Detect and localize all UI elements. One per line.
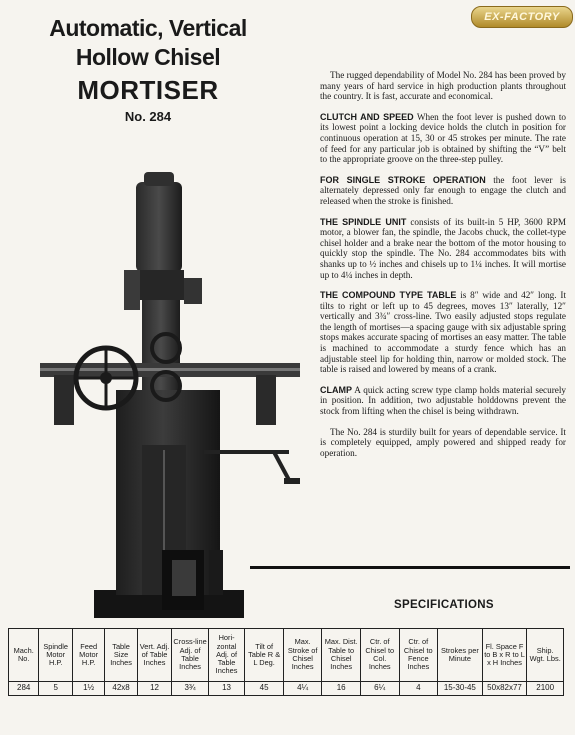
header-cell: Spindle Motor H.P. (39, 629, 72, 682)
section-text: the foot lever is alternately depressed only far enough to engage the clutch and released when the stroke is finished. (320, 174, 566, 206)
header-cell: Ctr. of Chisel to Col. Inches (360, 629, 399, 682)
table-header-row (9, 629, 564, 682)
table-cell: 13 (208, 682, 245, 696)
header-cell: Feed Motor H.P. (72, 629, 104, 682)
section-text: When the foot lever is pushed down to its lowest point a locking device holds the clutch in position for continuous operation at 15, 30 or 45 strokes per minute. The rate of feed for any particular job is obtained by shifting the “V” belt to the appropriate groove on the three-step pulley. (320, 111, 566, 165)
table-cell: 4 (399, 682, 438, 696)
section-divider (250, 566, 570, 569)
intro-paragraph: The rugged dependability of Model No. 284 has been proved by many years of hard service in high production plants throughout the country. It is fast, accurate and economical. (320, 70, 567, 102)
header-cell: Cross-line Adj. of Table Inches (172, 629, 209, 682)
header-cell: Strokes per Minute (438, 629, 483, 682)
mortiser-machine-photo (34, 170, 304, 620)
header-cell: Vert. Adj. of Table Inches (137, 629, 171, 682)
table-cell: 1½ (72, 682, 104, 696)
section-text: A quick acting screw type clamp holds material securely in position. In addition, two adjustable holddowns prevent the stock from lifting when the chisel is being withdrawn. (320, 384, 566, 417)
table-cell: 45 (245, 682, 284, 696)
closing-paragraph: The No. 284 is sturdily built for years of dependable service. It is completely equipped, amply powered and shipped ready for operation. (320, 426, 566, 458)
header-cell: Mach. No. (9, 629, 39, 682)
specifications-title: SPECIFICATIONS (394, 599, 494, 611)
specifications-table (8, 628, 564, 696)
title-line-2: Hollow Chisel (75, 44, 221, 70)
title-mortiser: MORTISER (77, 75, 219, 105)
table-cell: 16 (322, 682, 361, 696)
section-single-stroke (320, 175, 566, 207)
section-compound-table (320, 290, 566, 375)
description-column (320, 70, 566, 468)
section-clamp (320, 385, 566, 417)
table-cell: 5 (39, 682, 72, 696)
header-cell: Hori-zontal Adj. of Table Inches (208, 629, 245, 682)
section-text: is 8″ wide and 42″ long. It tilts to right or left up to 45 degrees, moves 13″ laterally, 12″ vertically and 3¾″ cross-line. Two easily adjusted stops regulate the length of mortises—a spacing gauge with six adjustable spring stops makes accurate spacing of mortises an easy matter. The table is machined to accommodate a sturdy fence which has an adjustable steel lip for holding thin, narrow or molded stock. The table is raised and lowered by means of a crank. (320, 290, 566, 375)
header-cell: Max. Dist. Table to Chisel Inches (322, 629, 361, 682)
section-heading: THE SPINDLE UNIT (320, 216, 407, 227)
header-cell: Tilt of Table R & L Deg. (245, 629, 284, 682)
section-heading: CLAMP (320, 384, 352, 395)
table-cell: 3¾ (172, 682, 209, 696)
table-cell: 4¼ (283, 682, 322, 696)
model-number: No. 284 (124, 109, 172, 124)
table-cell: 50x82x77 (482, 682, 527, 696)
ex-factory-logo: EX-FACTORY (471, 6, 573, 28)
table-cell: 6¼ (360, 682, 399, 696)
section-clutch-speed (320, 112, 566, 165)
table-row (9, 682, 564, 696)
section-heading: FOR SINGLE STROKE OPERATION (320, 174, 486, 185)
header-cell: Max. Stroke of Chisel Inches (283, 629, 322, 682)
section-heading: THE COMPOUND TYPE TABLE (320, 290, 457, 301)
section-spindle-unit (320, 217, 566, 281)
header-cell: Ctr. of Chisel to Fence Inches (399, 629, 438, 682)
header-cell: Ship. Wgt. Lbs. (527, 629, 564, 682)
title-line-1: Automatic, Vertical (49, 15, 247, 41)
table-cell: 42x8 (105, 682, 137, 696)
header-cell: Table Size Inches (105, 629, 137, 682)
table-cell: 15-30-45 (438, 682, 483, 696)
header-cell: Fl. Space F to B x R to L x H Inches (482, 629, 527, 682)
section-heading: CLUTCH AND SPEED (320, 111, 414, 122)
table-cell: 284 (9, 682, 39, 696)
title-block (18, 14, 278, 126)
table-cell: 12 (137, 682, 171, 696)
section-text: consists of its built-in 5 HP, 3600 RPM motor, a blower fan, the spindle, the Jacobs chuck, the collet-type chisel holder and a brake near the bottom of the motor housing to quickly stop the spindle. The No. 284 accommodates bits with shanks up to ½ inches and chisels up to 1¼ inches. It will mortise up to 4¼ inches in depth. (320, 216, 566, 280)
table-cell: 2100 (527, 682, 564, 696)
